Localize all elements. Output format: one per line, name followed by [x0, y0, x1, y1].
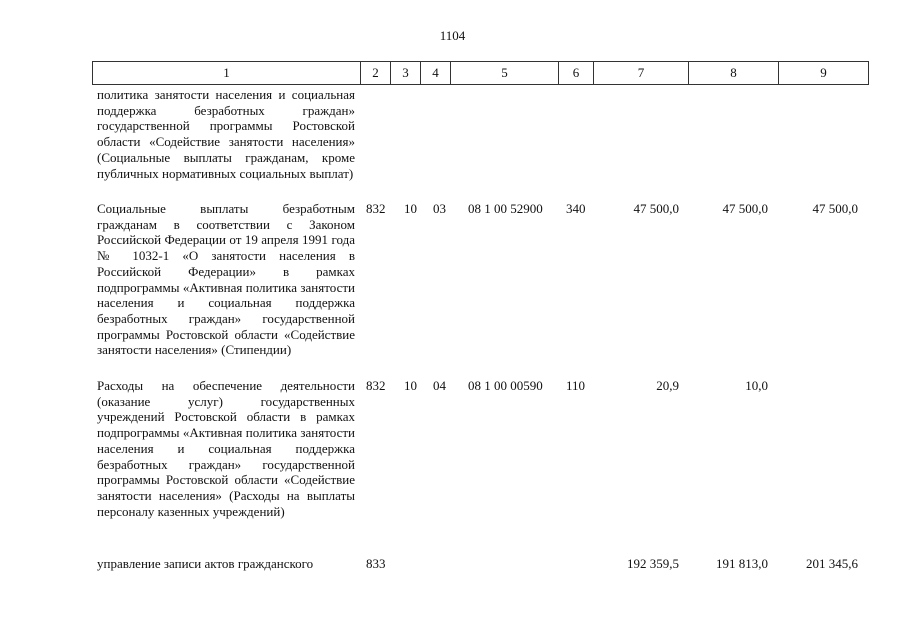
- row-amount-col8: 47 500,0: [722, 201, 768, 216]
- row-amount-col8: 10,0: [745, 378, 768, 393]
- row-amount-col9: 47 500,0: [812, 201, 858, 216]
- header-cell-5: 5: [451, 62, 559, 85]
- row-subsection-code: 04: [433, 378, 446, 393]
- header-cell-3: 3: [391, 62, 421, 85]
- header-cell-7: 7: [594, 62, 689, 85]
- row-amount-col9: 201 345,6: [806, 556, 858, 571]
- row-admin-code: 833: [366, 556, 386, 571]
- row-expense-type: 340: [566, 201, 586, 216]
- row-description: политика занятости населения и социальная поддержка безработных граждан» государственной программы Ростовской области «Содействие занятости населения» (Социальные выплаты гражданам, кроме публичных нормативных социальных выплат): [97, 87, 355, 181]
- row-subsection-code: 03: [433, 201, 446, 216]
- row-amount-col7: 20,9: [656, 378, 679, 393]
- header-cell-9: 9: [779, 62, 869, 85]
- row-section-code: 10: [404, 201, 417, 216]
- row-amount-col7: 192 359,5: [627, 556, 679, 571]
- row-admin-code: 832: [366, 201, 386, 216]
- row-description: Расходы на обеспечение деятельности (оказание услуг) государственных учреждений Ростовской области в рамках подпрограммы «Активная политика занятости населения и социальная поддержка безработных граждан» государственной программы Ростовской области «Содействие занятости населения» (Расходы на выплаты персоналу казенных учреждений): [97, 378, 355, 519]
- row-amount-col8: 191 813,0: [716, 556, 768, 571]
- header-cell-8: 8: [689, 62, 779, 85]
- row-section-code: 10: [404, 378, 417, 393]
- header-cell-6: 6: [559, 62, 594, 85]
- header-cell-4: 4: [421, 62, 451, 85]
- row-target-article: 08 1 00 00590: [468, 378, 543, 393]
- header-cell-2: 2: [361, 62, 391, 85]
- column-header-table: [92, 61, 869, 85]
- row-expense-type: 110: [566, 378, 586, 393]
- header-row: [93, 62, 869, 85]
- row-amount-col7: 47 500,0: [633, 201, 679, 216]
- row-admin-code: 832: [366, 378, 386, 393]
- row-target-article: 08 1 00 52900: [468, 201, 543, 216]
- page-number: 1104: [439, 28, 466, 43]
- header-cell-1: 1: [93, 62, 361, 85]
- row-description: управление записи актов гражданского: [97, 556, 314, 571]
- row-description: Социальные выплаты безработным гражданам в соответствии с Законом Российской Федерации от 19 апреля 1991 года № 1032-1 «О занятости населения в Российской Федерации» в рамках подпрограммы «Активная политика занятости населения и социальная поддержка безработных граждан» государственной программы Ростовской области «Содействие занятости населения» (Стипендии): [97, 201, 355, 358]
